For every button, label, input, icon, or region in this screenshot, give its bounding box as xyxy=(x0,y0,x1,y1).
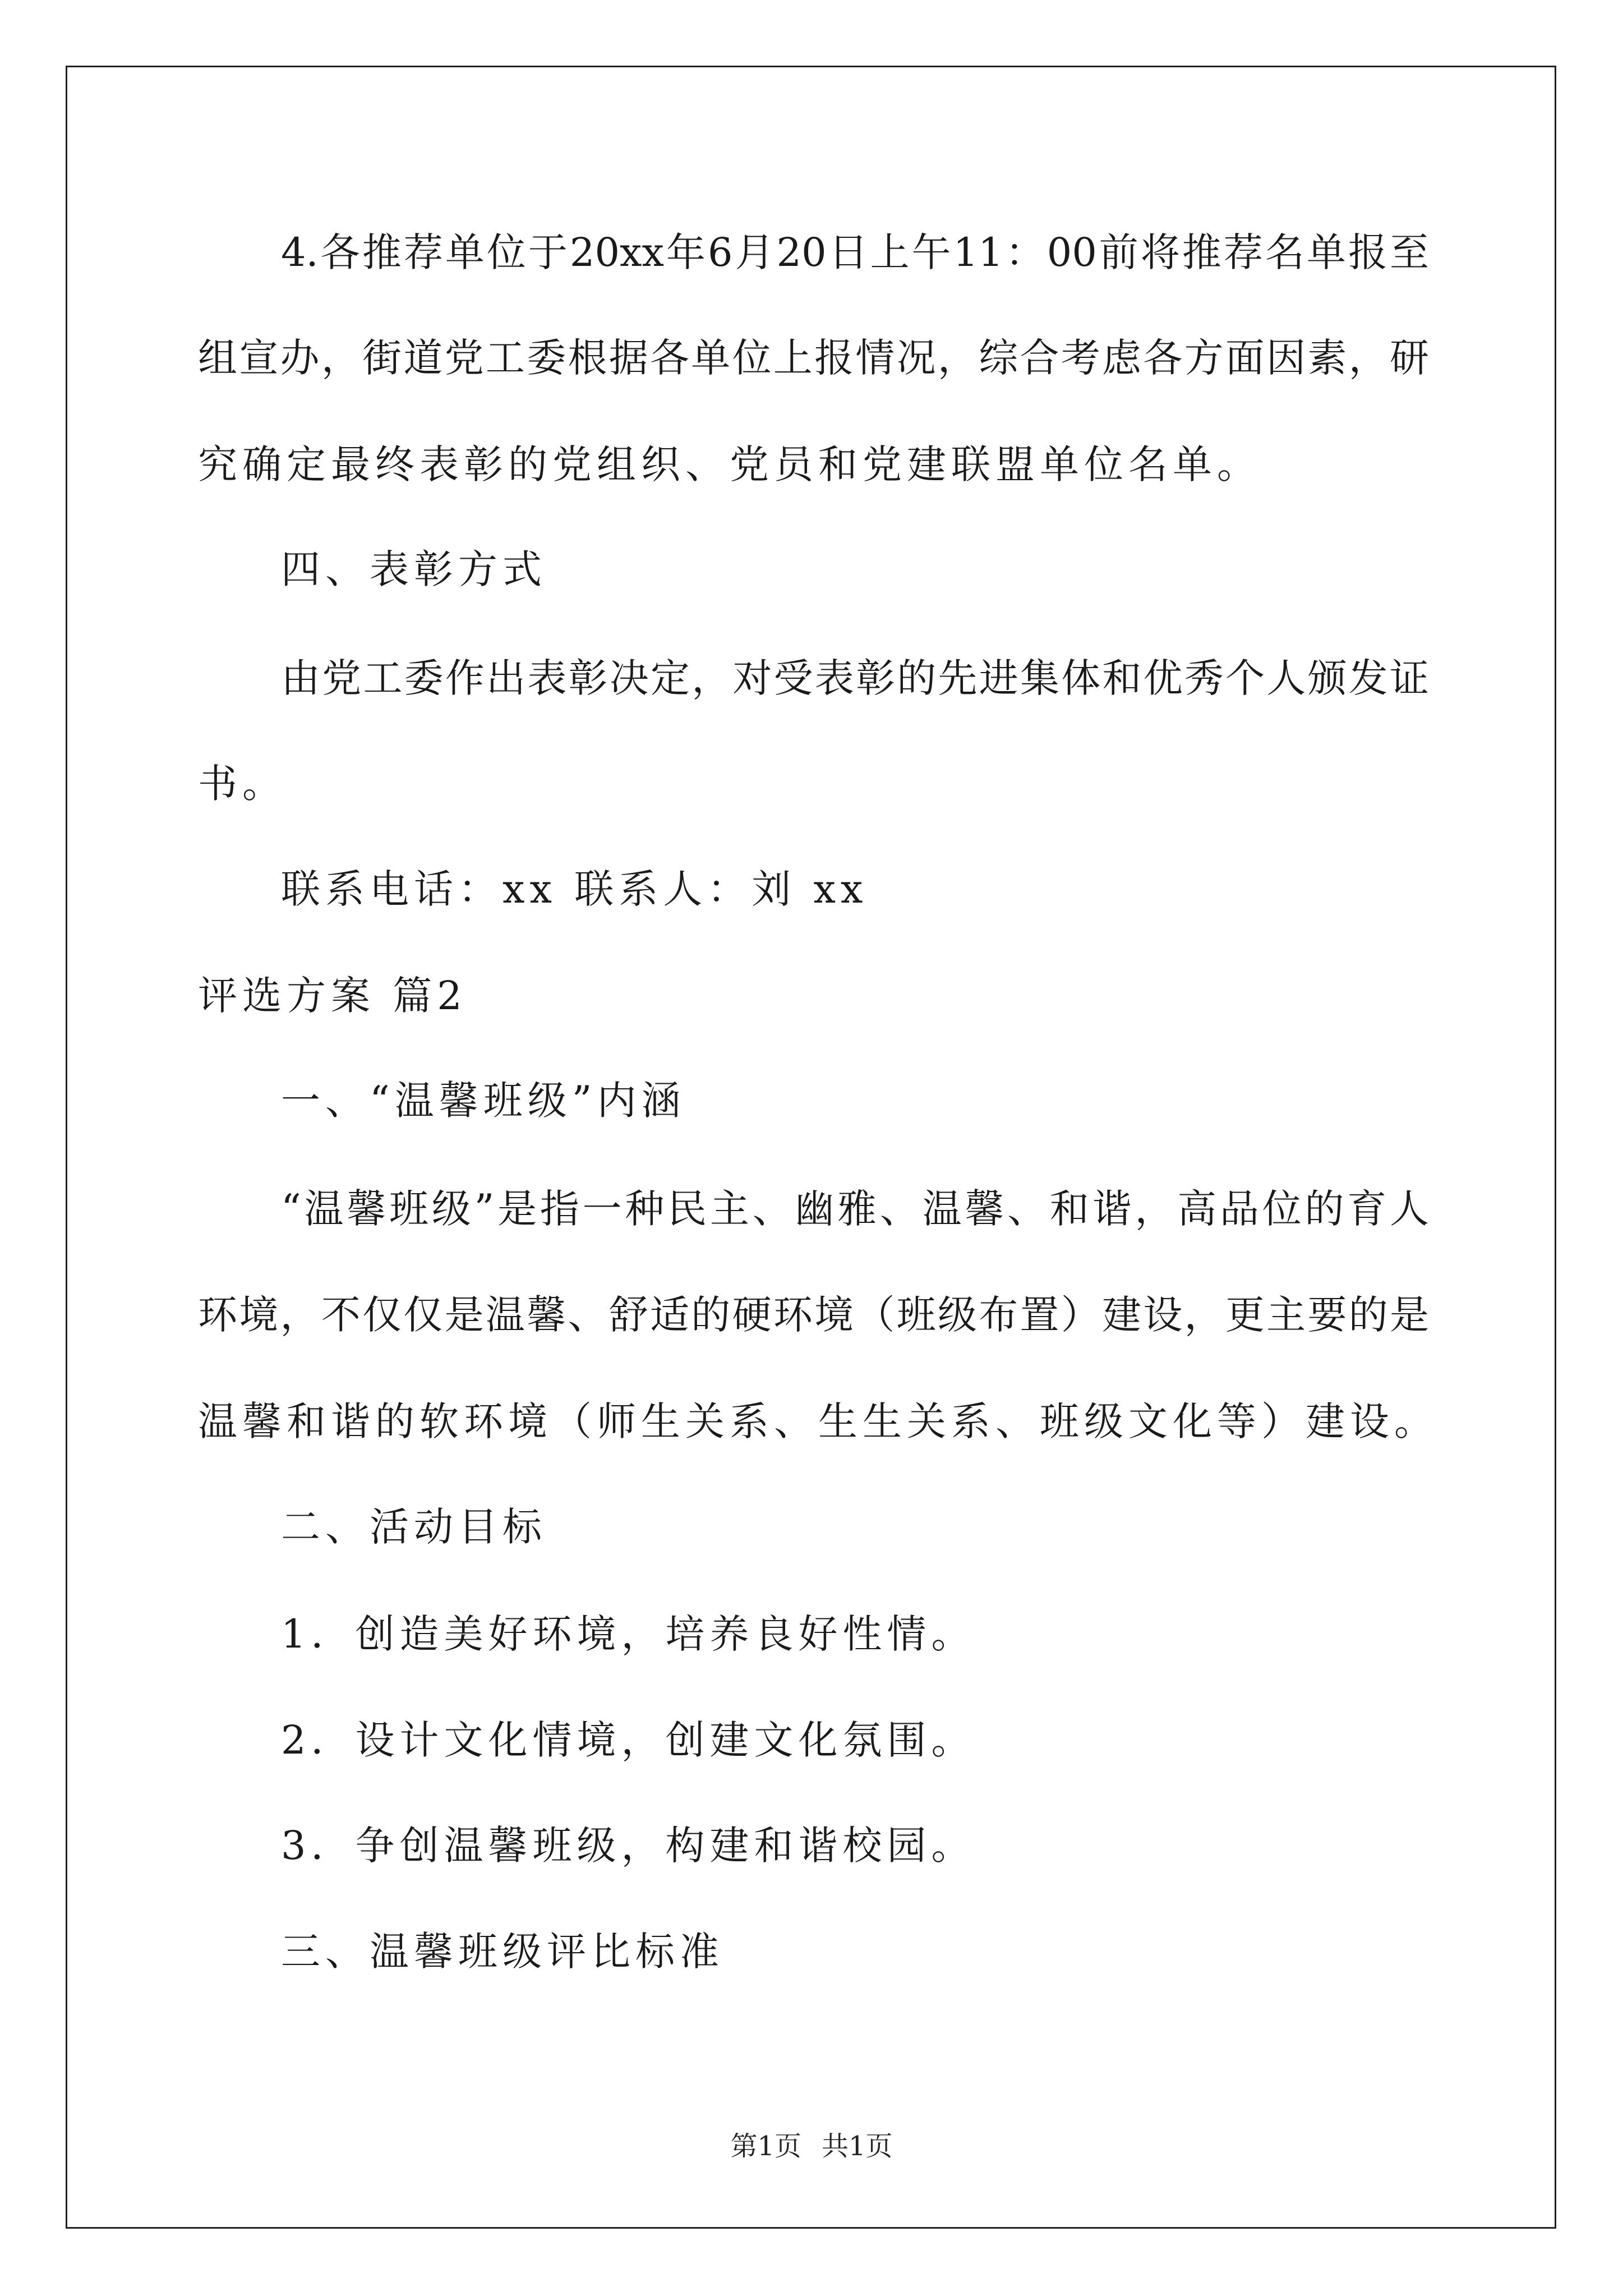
list-item: 3．争创温馨班级，构建和谐校园。 xyxy=(281,1823,976,1869)
section-heading: 四、表彰方式 xyxy=(281,546,547,592)
paragraph-line: 环境，不仅仅是温馨、舒适的硬环境（班级布置）建设，更主要的是 xyxy=(198,1292,1429,1338)
list-item: 1．创造美好环境，培养良好性情。 xyxy=(281,1611,976,1657)
paragraph-line: 组宣办，街道党工委根据各单位上报情况，综合考虑各方面因素，研 xyxy=(198,335,1429,381)
section-heading: 二、活动目标 xyxy=(281,1504,547,1550)
paragraph-line: 由党工委作出表彰决定，对受表彰的先进集体和优秀个人颁发证 xyxy=(281,655,1429,701)
page-number: 第1页 xyxy=(730,2131,801,2162)
page-border xyxy=(66,66,1556,2229)
paragraph-line: 书。 xyxy=(198,761,287,807)
contact-line: 联系电话：xx 联系人：刘 xx xyxy=(281,866,868,912)
section-heading: 三、温馨班级评比标准 xyxy=(281,1929,724,1975)
page-footer xyxy=(0,2129,1623,2163)
document-title: 评选方案 篇2 xyxy=(198,973,467,1019)
paragraph-line: “温馨班级”是指一种民主、幽雅、温馨、和谐，高品位的育人 xyxy=(281,1186,1429,1232)
paragraph-line: 4.各推荐单位于20xx年6月20日上午11：00前将推荐名单报至 xyxy=(281,229,1429,275)
paragraph-line: 究确定最终表彰的党组织、党员和党建联盟单位名单。 xyxy=(198,441,1261,487)
section-heading: 一、“温馨班级”内涵 xyxy=(281,1078,686,1124)
page-total: 共1页 xyxy=(822,2131,893,2162)
paragraph-line: 温馨和谐的软环境（师生关系、生生关系、班级文化等）建设。 xyxy=(198,1398,1438,1444)
list-item: 2．设计文化情境，创建文化氛围。 xyxy=(281,1717,976,1763)
